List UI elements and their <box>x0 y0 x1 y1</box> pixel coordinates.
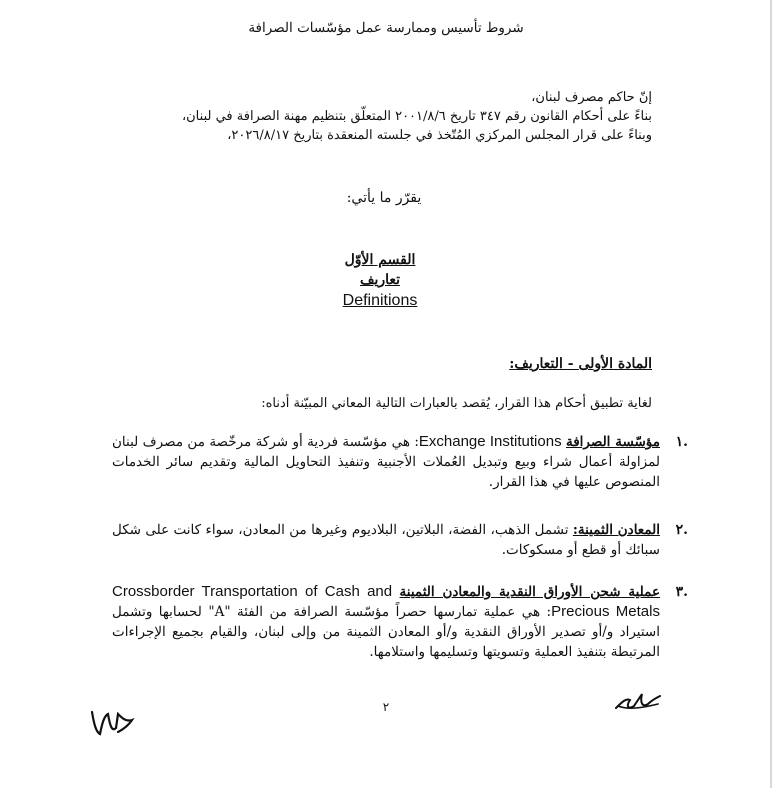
item-text: تشمل الذهب، الفضة، البلاتين، البلاديوم وغيرها من المعادن، سواء كانت على شكل سبائك أو قطع أو مسكوكات. <box>112 522 660 558</box>
item-term-en: Exchange Institutions <box>418 433 562 450</box>
section-title: القسم الأوّل <box>344 252 416 268</box>
intro-line-1: إنّ حاكم مصرف لبنان، <box>531 90 652 105</box>
item-term-en: Crossborder Transportation of Cash and Precious Metals <box>112 583 660 620</box>
definition-item-2 <box>112 520 688 560</box>
intro-line-3: وبناءً على قرار المجلس المركزي المُتّخذ في جلسته المنعقدة بتاريخ ٢٠٢٦/٨/١٧، <box>227 128 652 143</box>
item-term-ar: المعادن الثمينة: <box>572 522 660 538</box>
item-text: : هي مؤسّسة فردية أو شركة مرخّصة من مصرف لبنان لمزاولة أعمال شراء وبيع وتبديل العُملات الأجنبية وتنفيذ التحاويل المالية وتقديم سائر الخدمات المنصوص عليها في هذا القرار. <box>112 434 660 490</box>
header-title: شروط تأسيس وممارسة عمل مؤسّسات الصرافة <box>248 20 524 36</box>
signature-left-icon <box>88 704 138 738</box>
item-number: .٣ <box>675 584 688 600</box>
intro-block <box>92 88 652 145</box>
article-title: المادة الأولى - التعاريف: <box>509 356 652 372</box>
item-number: .٢ <box>675 522 688 538</box>
section-heading <box>0 250 760 312</box>
definition-item-1 <box>112 432 688 492</box>
decision-text: يقرّر ما يأتي: <box>346 190 422 206</box>
section-subtitle-ar: تعاريف <box>359 272 401 288</box>
item-term-ar: عملية شحن الأوراق النقدية والمعادن الثمينة <box>399 584 661 600</box>
signature-right-icon <box>612 682 662 716</box>
item-term-ar: مؤسّسة الصرافة <box>565 434 661 450</box>
section-subtitle-en: Definitions <box>342 292 418 309</box>
page-number: ٢ <box>382 700 390 714</box>
item-text: : هي عملية تمارسها حصراً مؤسّسة الصرافة من الفئة "A" لحسابها وتشمل استيراد و/أو تصدير الأوراق النقدية و/أو المعادن الثمينة من وإلى لبنان، والقيام بجميع الإجراءات المرتبطة بتنفيذ العملية وتسويتها وتسليمها واستلامها. <box>112 604 660 660</box>
definition-item-3 <box>112 582 688 662</box>
intro-line-2: بناءً على أحكام القانون رقم ٣٤٧ تاريخ ٢٠٠١/٨/٦ المتعلّق بتنظيم مهنة الصرافة في لبنان، <box>181 109 652 124</box>
item-number: .١ <box>675 434 688 450</box>
article-intro: لغاية تطبيق أحكام هذا القرار، يُقصد بالعبارات التالية المعاني المبيّنة أدناه: <box>261 396 652 411</box>
